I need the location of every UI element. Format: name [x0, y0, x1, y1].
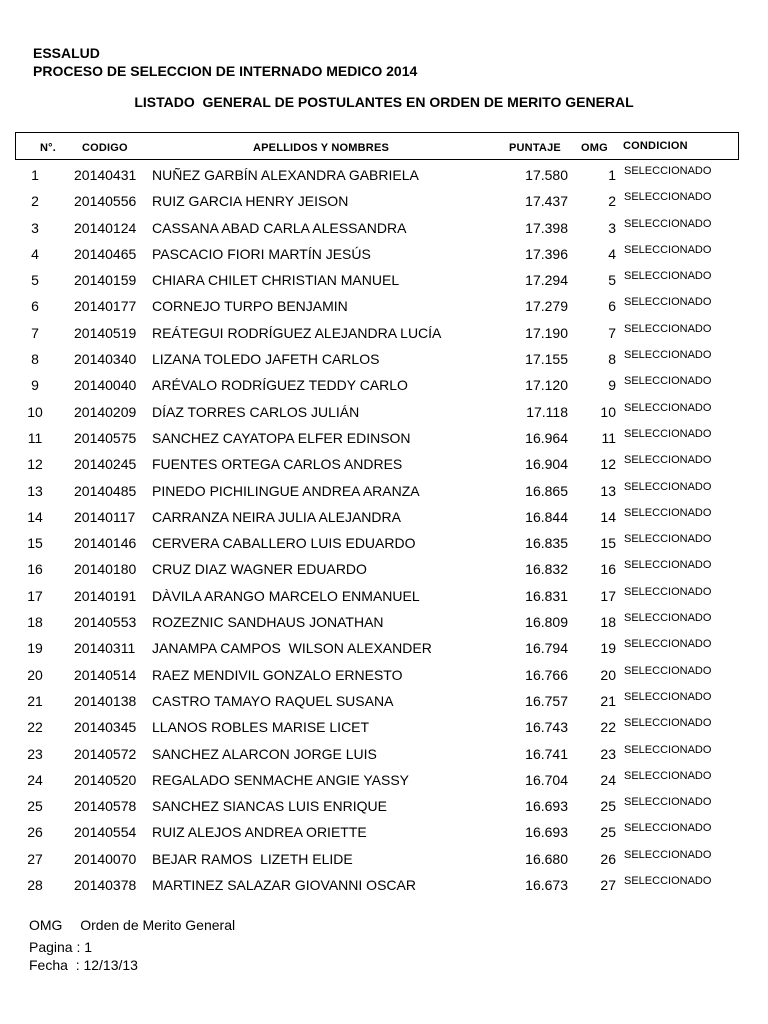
row-omg: 14: [600, 508, 616, 525]
row-code: 20140575: [74, 429, 137, 446]
row-name: CERVERA CABALLERO LUIS EDUARDO: [152, 535, 416, 552]
row-condition: SELECCIONADO: [624, 612, 712, 625]
row-omg: 24: [600, 771, 616, 788]
row-omg: 26: [600, 850, 616, 867]
row-score: 16.835: [525, 535, 568, 552]
row-number: 27: [27, 850, 43, 867]
row-code: 20140345: [74, 719, 137, 736]
row-number: 25: [27, 798, 43, 815]
row-code: 20140578: [74, 798, 137, 815]
row-score: 17.155: [525, 351, 568, 368]
row-number: 17: [27, 587, 43, 604]
row-number: 23: [27, 745, 43, 762]
row-omg: 23: [600, 745, 616, 762]
row-number: 14: [27, 508, 43, 525]
row-score: 16.741: [525, 745, 568, 762]
row-omg: 11: [601, 429, 616, 446]
row-name: LLANOS ROBLES MARISE LICET: [152, 719, 370, 736]
table-row: [0, 426, 768, 452]
row-score: 16.794: [525, 640, 568, 657]
row-code: 20140340: [74, 351, 137, 368]
row-name: NUÑEZ GARBÍN ALEXANDRA GABRIELA: [152, 167, 419, 183]
row-number: 28: [27, 877, 43, 894]
header-name: APELLIDOS Y NOMBRES: [253, 142, 390, 154]
row-name: RAEZ MENDIVIL GONZALO ERNESTO: [152, 666, 403, 683]
row-name: SANCHEZ SIANCAS LUIS ENRIQUE: [152, 798, 387, 815]
row-number: 15: [27, 535, 43, 552]
row-name: CARRANZA NEIRA JULIA ALEJANDRA: [152, 508, 401, 525]
row-name: MARTINEZ SALAZAR GIOVANNI OSCAR: [152, 877, 416, 894]
legend-abbr: OMG: [29, 917, 63, 933]
row-code: 20140245: [74, 456, 137, 473]
row-number: 20: [27, 666, 43, 683]
row-condition: SELECCIONADO: [624, 743, 712, 756]
table-row: [0, 216, 768, 242]
row-code: 20140159: [74, 272, 137, 289]
row-score: 17.396: [525, 245, 568, 262]
row-score: 16.680: [525, 850, 568, 867]
row-condition: SELECCIONADO: [624, 796, 712, 809]
table-row: [0, 768, 768, 794]
row-omg: 19: [600, 640, 616, 657]
row-omg: 25: [600, 824, 616, 841]
row-code: 20140146: [74, 535, 137, 552]
page-number: Pagina : 1: [29, 939, 93, 955]
row-condition: SELECCIONADO: [624, 559, 712, 572]
table-row: [0, 584, 768, 610]
row-omg: 6: [608, 298, 616, 315]
row-condition: SELECCIONADO: [624, 427, 712, 440]
table-row: [0, 347, 768, 373]
row-name: PINEDO PICHILINGUE ANDREA ARANZA: [152, 482, 420, 499]
row-condition: SELECCIONADO: [624, 217, 712, 230]
row-score: 16.743: [525, 719, 568, 736]
row-code: 20140465: [74, 245, 137, 262]
row-score: 17.294: [525, 272, 568, 289]
table-row: [0, 505, 768, 531]
row-omg: 15: [600, 535, 616, 552]
row-code: 20140553: [74, 614, 137, 631]
row-name: LIZANA TOLEDO JAFETH CARLOS: [152, 351, 380, 368]
row-number: 13: [27, 482, 43, 499]
row-number: 10: [27, 403, 43, 420]
table-row: [0, 321, 768, 347]
row-name: REÁTEGUI RODRÍGUEZ ALEJANDRA LUCÍA: [152, 324, 442, 341]
header-code: CODIGO: [82, 142, 128, 154]
row-number: 18: [27, 614, 43, 631]
row-condition: SELECCIONADO: [624, 375, 712, 388]
row-condition: SELECCIONADO: [624, 349, 712, 362]
table-row: [0, 479, 768, 505]
table-row: [0, 847, 768, 873]
table-row: [0, 742, 768, 768]
row-score: 16.757: [525, 692, 568, 709]
row-code: 20140572: [74, 745, 137, 762]
row-code: 20140180: [74, 561, 137, 578]
row-score: 17.118: [526, 403, 568, 420]
row-omg: 16: [600, 561, 616, 578]
row-condition: SELECCIONADO: [624, 848, 712, 861]
table-row: [0, 373, 768, 399]
row-number: 4: [31, 245, 39, 262]
table-row: [0, 531, 768, 557]
row-number: 16: [27, 561, 43, 578]
row-number: 3: [31, 219, 39, 236]
row-condition: SELECCIONADO: [624, 322, 712, 335]
row-omg: 20: [600, 666, 616, 683]
row-code: 20140191: [74, 587, 137, 604]
row-condition: SELECCIONADO: [624, 690, 712, 703]
row-condition: SELECCIONADO: [624, 585, 712, 598]
row-omg: 2: [608, 193, 616, 210]
row-code: 20140124: [74, 219, 137, 236]
row-code: 20140431: [74, 167, 137, 183]
row-number: 8: [31, 351, 39, 368]
row-code: 20140485: [74, 482, 137, 499]
row-score: 17.580: [525, 167, 568, 183]
row-score: 16.809: [525, 614, 568, 631]
row-name: DÍAZ TORRES CARLOS JULIÁN: [152, 403, 360, 420]
row-name: CASTRO TAMAYO RAQUEL SUSANA: [152, 692, 394, 709]
row-condition: SELECCIONADO: [624, 875, 712, 888]
row-omg: 27: [600, 877, 616, 894]
row-omg: 17: [600, 587, 616, 604]
row-code: 20140117: [74, 508, 136, 525]
row-number: 19: [27, 640, 43, 657]
row-score: 17.190: [525, 324, 568, 341]
row-number: 22: [27, 719, 43, 736]
table-row: [0, 873, 768, 899]
row-omg: 9: [608, 377, 616, 394]
row-score: 17.437: [525, 193, 568, 210]
row-condition: SELECCIONADO: [624, 638, 712, 651]
table-row: [0, 689, 768, 715]
row-code: 20140040: [74, 377, 137, 394]
row-condition: SELECCIONADO: [624, 191, 712, 204]
row-code: 20140070: [74, 850, 137, 867]
row-number: 2: [31, 193, 39, 210]
row-name: ARÉVALO RODRÍGUEZ TEDDY CARLO: [152, 377, 408, 394]
row-number: 11: [27, 429, 43, 446]
row-condition: SELECCIONADO: [624, 664, 712, 677]
row-name: CORNEJO TURPO BENJAMIN: [152, 298, 348, 315]
row-name: CRUZ DIAZ WAGNER EDUARDO: [152, 561, 367, 578]
row-number: 21: [27, 692, 43, 709]
report-date: Fecha : 12/13/13: [29, 957, 138, 973]
row-number: 24: [27, 771, 43, 788]
row-score: 16.673: [525, 877, 568, 894]
row-code: 20140556: [74, 193, 137, 210]
row-name: FUENTES ORTEGA CARLOS ANDRES: [152, 456, 403, 473]
row-name: BEJAR RAMOS LIZETH ELIDE: [152, 850, 353, 867]
row-omg: 13: [600, 482, 616, 499]
row-omg: 5: [608, 272, 616, 289]
row-score: 16.844: [525, 508, 568, 525]
row-score: 17.120: [525, 377, 568, 394]
table-row: [0, 663, 768, 689]
table-row: [0, 794, 768, 820]
row-omg: 3: [608, 219, 616, 236]
row-omg: 1: [608, 167, 616, 183]
row-score: 16.693: [525, 824, 568, 841]
row-name: SANCHEZ ALARCON JORGE LUIS: [152, 745, 377, 762]
page-title: LISTADO GENERAL DE POSTULANTES EN ORDEN DE MERITO GENERAL: [134, 94, 634, 110]
table-row: [0, 163, 768, 189]
row-code: 20140177: [74, 298, 137, 315]
row-code: 20140209: [74, 403, 137, 420]
table-row: [0, 189, 768, 215]
row-omg: 18: [600, 614, 616, 631]
row-condition: SELECCIONADO: [624, 480, 712, 493]
table-row: [0, 715, 768, 741]
row-name: ROZEZNIC SANDHAUS JONATHAN: [152, 614, 384, 631]
header-condition: CONDICION: [623, 140, 688, 152]
row-condition: SELECCIONADO: [624, 165, 712, 177]
row-code: 20140311: [74, 640, 136, 657]
legend-text: Orden de Merito General: [80, 917, 236, 933]
results-table: [0, 163, 768, 899]
row-omg: 22: [600, 719, 616, 736]
org-name: ESSALUD: [33, 45, 100, 61]
row-number: 5: [31, 272, 39, 289]
row-condition: SELECCIONADO: [624, 506, 712, 519]
row-number: 26: [27, 824, 43, 841]
row-condition: SELECCIONADO: [624, 822, 712, 835]
row-condition: SELECCIONADO: [624, 243, 712, 256]
row-code: 20140520: [74, 771, 137, 788]
row-score: 17.279: [525, 298, 568, 315]
row-omg: 7: [608, 324, 616, 341]
table-row: [0, 268, 768, 294]
row-name: REGALADO SENMACHE ANGIE YASSY: [152, 771, 410, 788]
row-number: 9: [31, 377, 39, 394]
row-condition: SELECCIONADO: [624, 717, 712, 730]
document-header: [33, 44, 417, 80]
row-name: RUIZ ALEJOS ANDREA ORIETTE: [152, 824, 367, 841]
row-condition: SELECCIONADO: [624, 454, 712, 467]
row-code: 20140514: [74, 666, 137, 683]
row-number: 1: [31, 167, 39, 183]
row-code: 20140519: [74, 324, 137, 341]
row-name: RUIZ GARCIA HENRY JEISON: [152, 193, 349, 210]
table-row: [0, 452, 768, 478]
header-omg: OMG: [581, 142, 608, 154]
row-omg: 10: [600, 403, 616, 420]
row-name: DÀVILA ARANGO MARCELO ENMANUEL: [152, 587, 420, 604]
table-row: [0, 400, 768, 426]
row-number: 12: [27, 456, 43, 473]
table-row: [0, 636, 768, 662]
row-code: 20140554: [74, 824, 137, 841]
row-name: CHIARA CHILET CHRISTIAN MANUEL: [152, 272, 400, 289]
row-score: 17.398: [525, 219, 568, 236]
row-condition: SELECCIONADO: [624, 533, 712, 546]
row-condition: SELECCIONADO: [624, 270, 712, 283]
header-num: N°.: [40, 142, 56, 154]
row-code: 20140378: [74, 877, 137, 894]
row-name: SANCHEZ CAYATOPA ELFER EDINSON: [152, 429, 411, 446]
row-omg: 4: [608, 245, 616, 262]
row-score: 16.832: [525, 561, 568, 578]
row-number: 6: [31, 298, 39, 315]
row-score: 16.704: [525, 771, 568, 788]
legend: [29, 917, 235, 933]
row-name: JANAMPA CAMPOS WILSON ALEXANDER: [152, 640, 432, 657]
process-name: PROCESO DE SELECCION DE INTERNADO MEDICO 2014: [33, 63, 418, 79]
row-name: PASCACIO FIORI MARTÍN JESÚS: [152, 245, 371, 262]
row-name: CASSANA ABAD CARLA ALESSANDRA: [152, 219, 407, 236]
row-condition: SELECCIONADO: [624, 401, 712, 414]
row-score: 16.693: [525, 798, 568, 815]
row-number: 7: [31, 324, 39, 341]
row-score: 16.964: [525, 429, 568, 446]
table-row: [0, 820, 768, 846]
row-score: 16.904: [525, 456, 568, 473]
header-score: PUNTAJE: [509, 142, 561, 154]
row-score: 16.865: [525, 482, 568, 499]
table-row: [0, 294, 768, 320]
row-omg: 25: [600, 798, 616, 815]
row-omg: 21: [600, 692, 616, 709]
row-score: 16.766: [525, 666, 568, 683]
table-row: [0, 242, 768, 268]
row-omg: 8: [608, 351, 616, 368]
row-condition: SELECCIONADO: [624, 296, 712, 309]
table-row: [0, 557, 768, 583]
row-score: 16.831: [525, 587, 568, 604]
table-row: [0, 610, 768, 636]
row-code: 20140138: [74, 692, 137, 709]
row-omg: 12: [600, 456, 616, 473]
row-condition: SELECCIONADO: [624, 769, 712, 782]
